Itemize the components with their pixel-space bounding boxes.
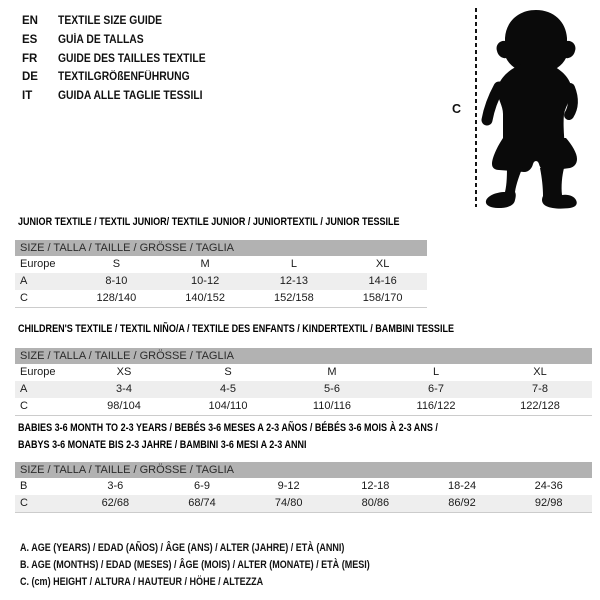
table-row xyxy=(15,495,592,512)
row-label: A xyxy=(20,275,28,287)
language-row xyxy=(22,31,222,50)
section-title-text: BABYS 3-6 MONATE BIS 2-3 JAHRE / BAMBINI 3-6 MESI A 2-3 ANNI xyxy=(18,439,307,451)
size-table-junior xyxy=(15,240,427,308)
table-row xyxy=(15,381,592,398)
table-cell: 3-6 xyxy=(107,480,124,492)
language-row xyxy=(22,68,222,87)
table-cell: 14-16 xyxy=(368,275,397,287)
table-cell: 10-12 xyxy=(191,275,220,287)
table-cell: XL xyxy=(375,258,390,270)
section-title-children xyxy=(18,321,550,338)
table-cell: 74/80 xyxy=(274,497,303,509)
table-cell: 122/128 xyxy=(520,400,560,412)
row-label: C xyxy=(20,497,28,509)
table-cell: S xyxy=(224,366,232,378)
section-title-text: JUNIOR TEXTILE / TEXTIL JUNIOR/ TEXTILE JUNIOR / JUNIORTEXTIL / JUNIOR TESSILE xyxy=(18,216,400,228)
section-title-text: CHILDREN'S TEXTILE / TEXTIL NIÑO/A / TEXTILE DES ENFANTS / KINDERTEXTIL / BAMBINI TESSILE xyxy=(18,323,454,335)
table-cell: L xyxy=(290,258,297,270)
table-cell: 140/152 xyxy=(185,292,225,304)
table-cell: 18-24 xyxy=(447,480,477,492)
table-cell: 86/92 xyxy=(448,497,476,509)
baby-silhouette-icon xyxy=(480,8,588,210)
section-title-junior xyxy=(18,214,483,231)
size-table-header: SIZE / TALLA / TAILLE / GRÖSSE / TAGLIA xyxy=(15,240,427,256)
table-row xyxy=(15,256,427,273)
table-cell: 4-5 xyxy=(220,383,236,395)
table-cell: 158/170 xyxy=(362,292,403,304)
row-label: C xyxy=(20,292,28,304)
footnote-text: B. AGE (MONTHS) / EDAD (MESES) / ÂGE (MOIS) / ALTER (MONATE) / ETÀ (MESI) xyxy=(20,559,370,572)
table-cell: 104/110 xyxy=(208,400,248,412)
table-cell: 92/98 xyxy=(534,497,563,509)
table-cell: 7-8 xyxy=(532,383,548,395)
row-label: Europe xyxy=(20,258,56,270)
language-code: ES xyxy=(22,34,38,47)
size-table-header: SIZE / TALLA / TAILLE / GRÖSSE / TAGLIA xyxy=(15,462,592,478)
section-title-text: BABIES 3-6 MONTH TO 2-3 YEARS / BEBÉS 3-6 MESES A 2-3 AÑOS / BÉBÉS 3-6 MOIS À 2-3 ANS / xyxy=(18,422,438,434)
size-table-children xyxy=(15,348,592,416)
language-label: GUIDA ALLE TAGLIE TESSILI xyxy=(58,90,203,103)
language-label: TEXTILE SIZE GUIDE xyxy=(58,15,163,28)
section-title-babies xyxy=(18,420,530,454)
table-cell: 110/116 xyxy=(312,400,352,412)
table-cell: 3-4 xyxy=(116,383,132,395)
table-cell: 80/86 xyxy=(361,497,390,509)
table-cell: 116/122 xyxy=(416,400,456,412)
table-cell: 62/68 xyxy=(101,497,130,509)
footnote xyxy=(20,542,447,559)
table-cell: XS xyxy=(116,366,132,378)
table-row xyxy=(15,478,592,495)
table-cell: XL xyxy=(533,366,547,378)
table-cell: M xyxy=(327,366,337,378)
table-cell: 128/140 xyxy=(96,292,137,304)
table-row xyxy=(15,273,427,290)
table-row xyxy=(15,290,427,307)
language-list xyxy=(22,12,222,105)
table-cell: S xyxy=(112,258,121,270)
footnote xyxy=(20,576,447,593)
table-cell: 6-7 xyxy=(428,383,444,395)
footnote-text: C. (cm) HEIGHT / ALTURA / HAUTEUR / HÖHE / ALTEZZA xyxy=(20,576,264,589)
language-code: DE xyxy=(22,71,38,84)
table-cell: 152/158 xyxy=(273,292,314,304)
row-label: Europe xyxy=(20,366,56,378)
language-label: TEXTILGRÖßENFÜHRUNG xyxy=(58,71,190,84)
height-measure-dashed-line xyxy=(475,8,477,207)
footnote-list xyxy=(20,542,447,594)
row-label: C xyxy=(20,400,28,412)
table-cell: 24-36 xyxy=(534,480,563,492)
language-label: GUÍA DE TALLAS xyxy=(58,34,144,47)
table-cell: 6-9 xyxy=(194,480,210,492)
language-row xyxy=(22,87,222,106)
language-code: FR xyxy=(22,52,38,65)
table-cell: 8-10 xyxy=(105,275,128,287)
table-cell: L xyxy=(432,366,440,378)
footnote-text: A. AGE (YEARS) / EDAD (AÑOS) / ÂGE (ANS) / ALTER (JAHRE) / ETÀ (ANNI) xyxy=(20,542,345,554)
table-cell: 9-12 xyxy=(277,480,300,492)
language-row xyxy=(22,12,222,31)
language-code: IT xyxy=(22,90,33,103)
table-cell: 68/74 xyxy=(188,497,216,509)
language-code: EN xyxy=(22,15,38,28)
size-table-babies xyxy=(15,462,592,513)
table-cell: 5-6 xyxy=(324,383,340,395)
footnote xyxy=(20,559,447,576)
table-cell: M xyxy=(200,258,210,270)
size-table-header: SIZE / TALLA / TAILLE / GRÖSSE / TAGLIA xyxy=(15,348,592,364)
measure-label-c: C xyxy=(452,102,462,116)
language-label: GUIDE DES TAILLES TEXTILE xyxy=(58,52,206,65)
row-label: A xyxy=(20,383,28,395)
table-row xyxy=(15,398,592,415)
table-cell: 12-18 xyxy=(361,480,390,492)
table-cell: 12-13 xyxy=(279,275,308,287)
table-row xyxy=(15,364,592,381)
language-row xyxy=(22,49,222,68)
table-cell: 98/104 xyxy=(107,400,141,412)
row-label: B xyxy=(20,480,28,492)
